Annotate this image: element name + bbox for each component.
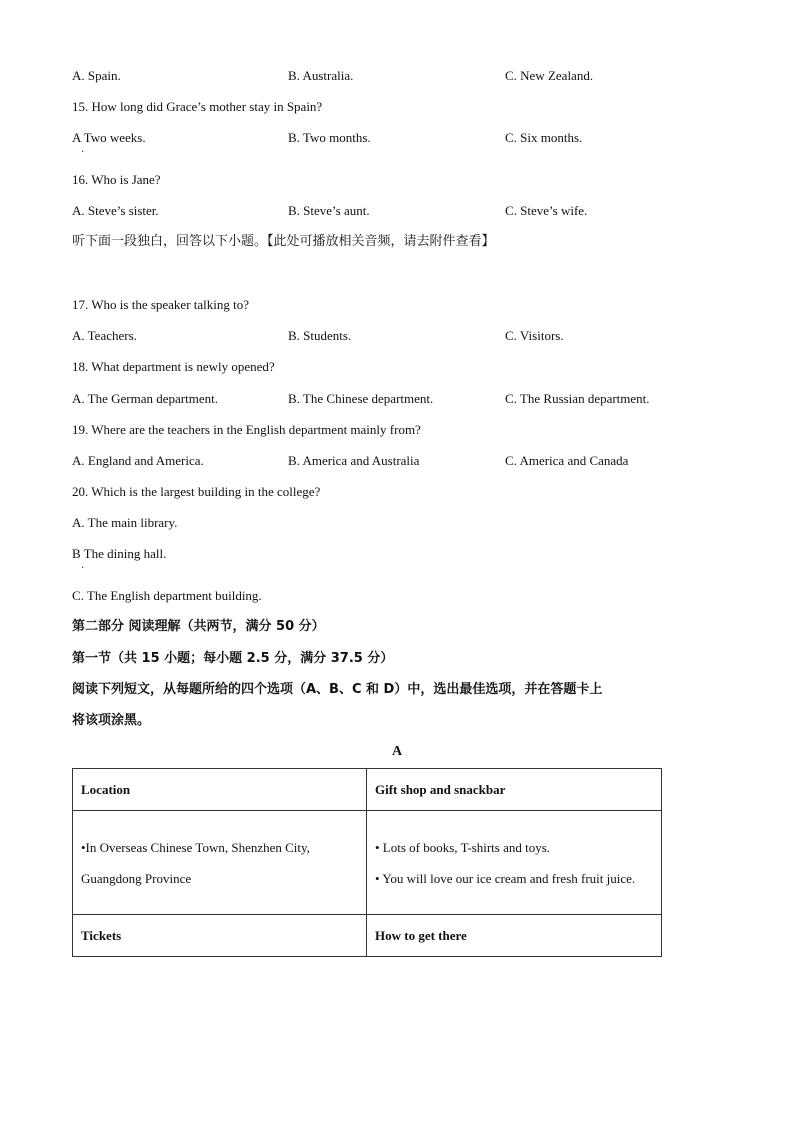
gift-item-2: • You will love our ice cream and fresh fruit juice. bbox=[375, 870, 636, 886]
tickets-header: Tickets bbox=[73, 915, 367, 957]
q15-option-c: C. Six months. bbox=[505, 130, 583, 145]
q20-option-b: B The dining hall. bbox=[72, 546, 167, 561]
q17-option-b: B. Students. bbox=[288, 328, 352, 343]
q16-option-a: A. Steve’s sister. bbox=[72, 203, 159, 218]
q15-option-a-dot: · bbox=[81, 147, 85, 158]
table-row bbox=[73, 915, 662, 957]
gift-shop-header: Gift shop and snackbar bbox=[367, 769, 662, 811]
q18-option-a: A. The German department. bbox=[72, 391, 218, 406]
reading-instruction-line2: 将该项涂黑。 bbox=[72, 713, 151, 728]
q19-question: 19. Where are the teachers in the English department mainly from? bbox=[72, 422, 421, 437]
q20-option-a: A. The main library. bbox=[72, 515, 178, 530]
q16-question: 16. Who is Jane? bbox=[72, 172, 161, 187]
table-row bbox=[73, 769, 662, 811]
q20-question: 20. Which is the largest building in the college? bbox=[72, 484, 321, 499]
how-to-get-there-header: How to get there bbox=[367, 915, 662, 957]
q19-option-c: C. America and Canada bbox=[505, 453, 629, 468]
q19-option-b: B. America and Australia bbox=[288, 453, 420, 468]
q16-option-b: B. Steve’s aunt. bbox=[288, 203, 370, 218]
q15-option-b: B. Two months. bbox=[288, 130, 371, 145]
location-text: •In Overseas Chinese Town, Shenzhen City, Guangdong Province bbox=[81, 839, 310, 886]
q20-option-b-dot: · bbox=[81, 563, 85, 574]
q18-option-b: B. The Chinese department. bbox=[288, 391, 434, 406]
q14-option-a: A. Spain. bbox=[72, 68, 121, 83]
section2-title: 第二部分 阅读理解（共两节，满分 50 分） bbox=[72, 619, 325, 634]
reading-instruction-line1: 阅读下列短文，从每题所给的四个选项（A、B、C 和 D）中，选出最佳选项，并在答题卡上 bbox=[72, 682, 603, 697]
q15-option-a: A Two weeks. bbox=[72, 130, 146, 145]
q15-question: 15. How long did Grace’s mother stay in Spain? bbox=[72, 99, 323, 114]
q20-option-c: C. The English department building. bbox=[72, 588, 262, 603]
passage-letter: A bbox=[391, 744, 403, 759]
q14-option-c: C. New Zealand. bbox=[505, 68, 594, 83]
q18-question: 18. What department is newly opened? bbox=[72, 359, 275, 374]
gift-item-1: • Lots of books, T-shirts and toys. bbox=[375, 839, 551, 855]
q17-option-a: A. Teachers. bbox=[72, 328, 137, 343]
q14-option-b: B. Australia. bbox=[288, 68, 354, 83]
q16-option-c: C. Steve’s wife. bbox=[505, 203, 588, 218]
q18-option-c: C. The Russian department. bbox=[505, 391, 650, 406]
info-table bbox=[72, 768, 662, 957]
table-row bbox=[73, 811, 662, 915]
location-header: Location bbox=[73, 769, 367, 811]
q17-question: 17. Who is the speaker talking to? bbox=[72, 297, 250, 312]
gift-shop-cell bbox=[367, 811, 662, 915]
q17-option-c: C. Visitors. bbox=[505, 328, 564, 343]
location-cell bbox=[73, 811, 367, 915]
section2-part1-title: 第一节（共 15 小题；每小题 2.5 分，满分 37.5 分） bbox=[72, 651, 394, 666]
listening-instruction: 听下面一段独白，回答以下小题。【此处可播放相关音频，请去附件查看】 bbox=[72, 234, 495, 249]
q19-option-a: A. England and America. bbox=[72, 453, 204, 468]
